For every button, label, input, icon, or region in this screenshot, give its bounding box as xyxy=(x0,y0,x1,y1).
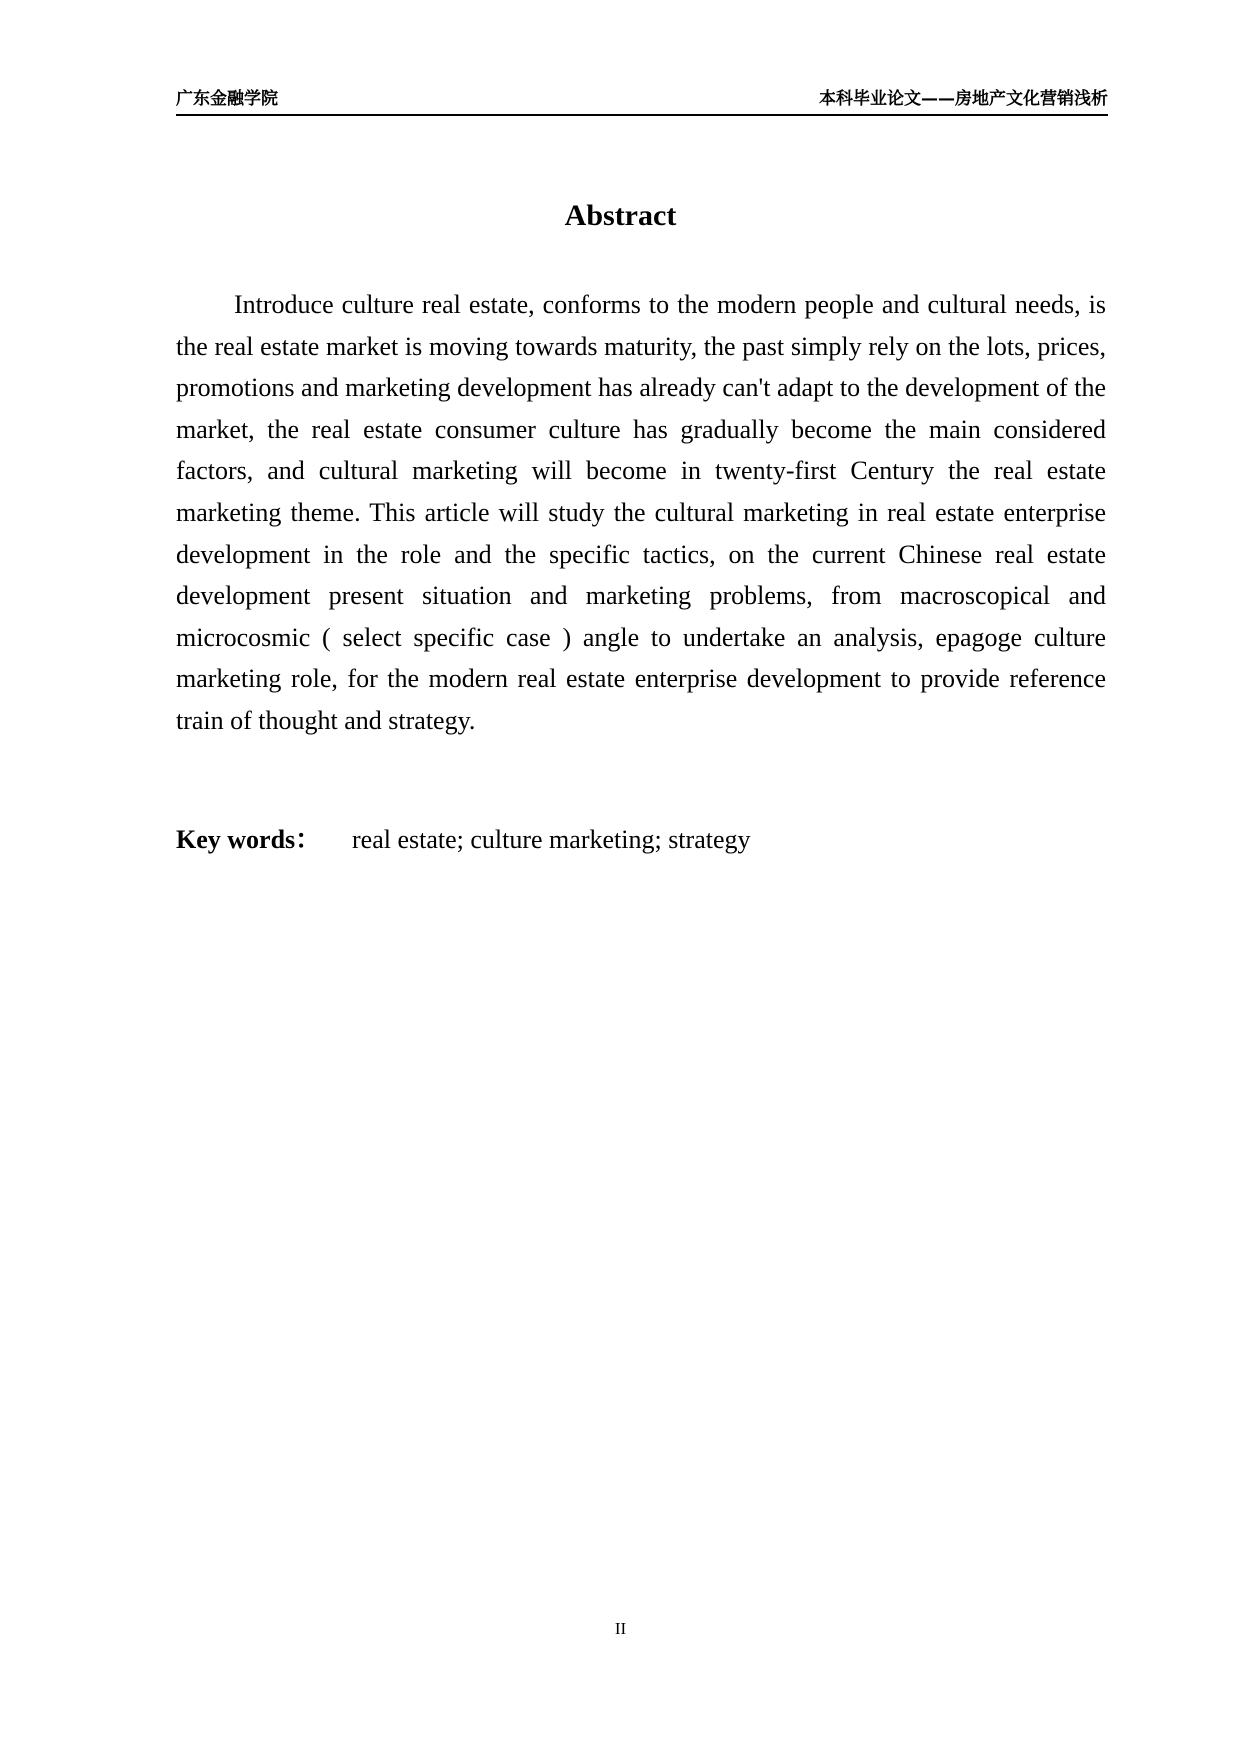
page-header xyxy=(176,88,1108,116)
page-number: II xyxy=(614,1619,627,1638)
header-thesis-title: 本科毕业论文——房地产文化营销浅析 xyxy=(819,89,1108,109)
keywords-label: Key words： xyxy=(176,825,322,854)
abstract-title: Abstract xyxy=(564,199,677,232)
header-institution: 广东金融学院 xyxy=(176,89,278,109)
keywords-value: real estate; culture marketing; strategy xyxy=(352,825,751,854)
keywords-line xyxy=(176,822,1106,858)
abstract-paragraph: Introduce culture real estate, conforms to the modern people and cultural needs, is the real estate market is moving towards maturity, the past simply rely on the lots, prices, promotions and marketing development has already can't adapt to the development of the market, the real estate consumer culture has gradually become the main considered factors, and cultural marketing will become in twenty-first Century the real estate marketing theme. This article will study the cultural marketing in real estate enterprise development in the role and the specific tactics, on the current Chinese real estate development present situation and marketing problems, from macroscopical and microcosmic ( select specific case ) angle to undertake an analysis, epagoge culture marketing role, for the modern real estate enterprise development to provide reference train of thought and strategy. xyxy=(176,290,1106,735)
